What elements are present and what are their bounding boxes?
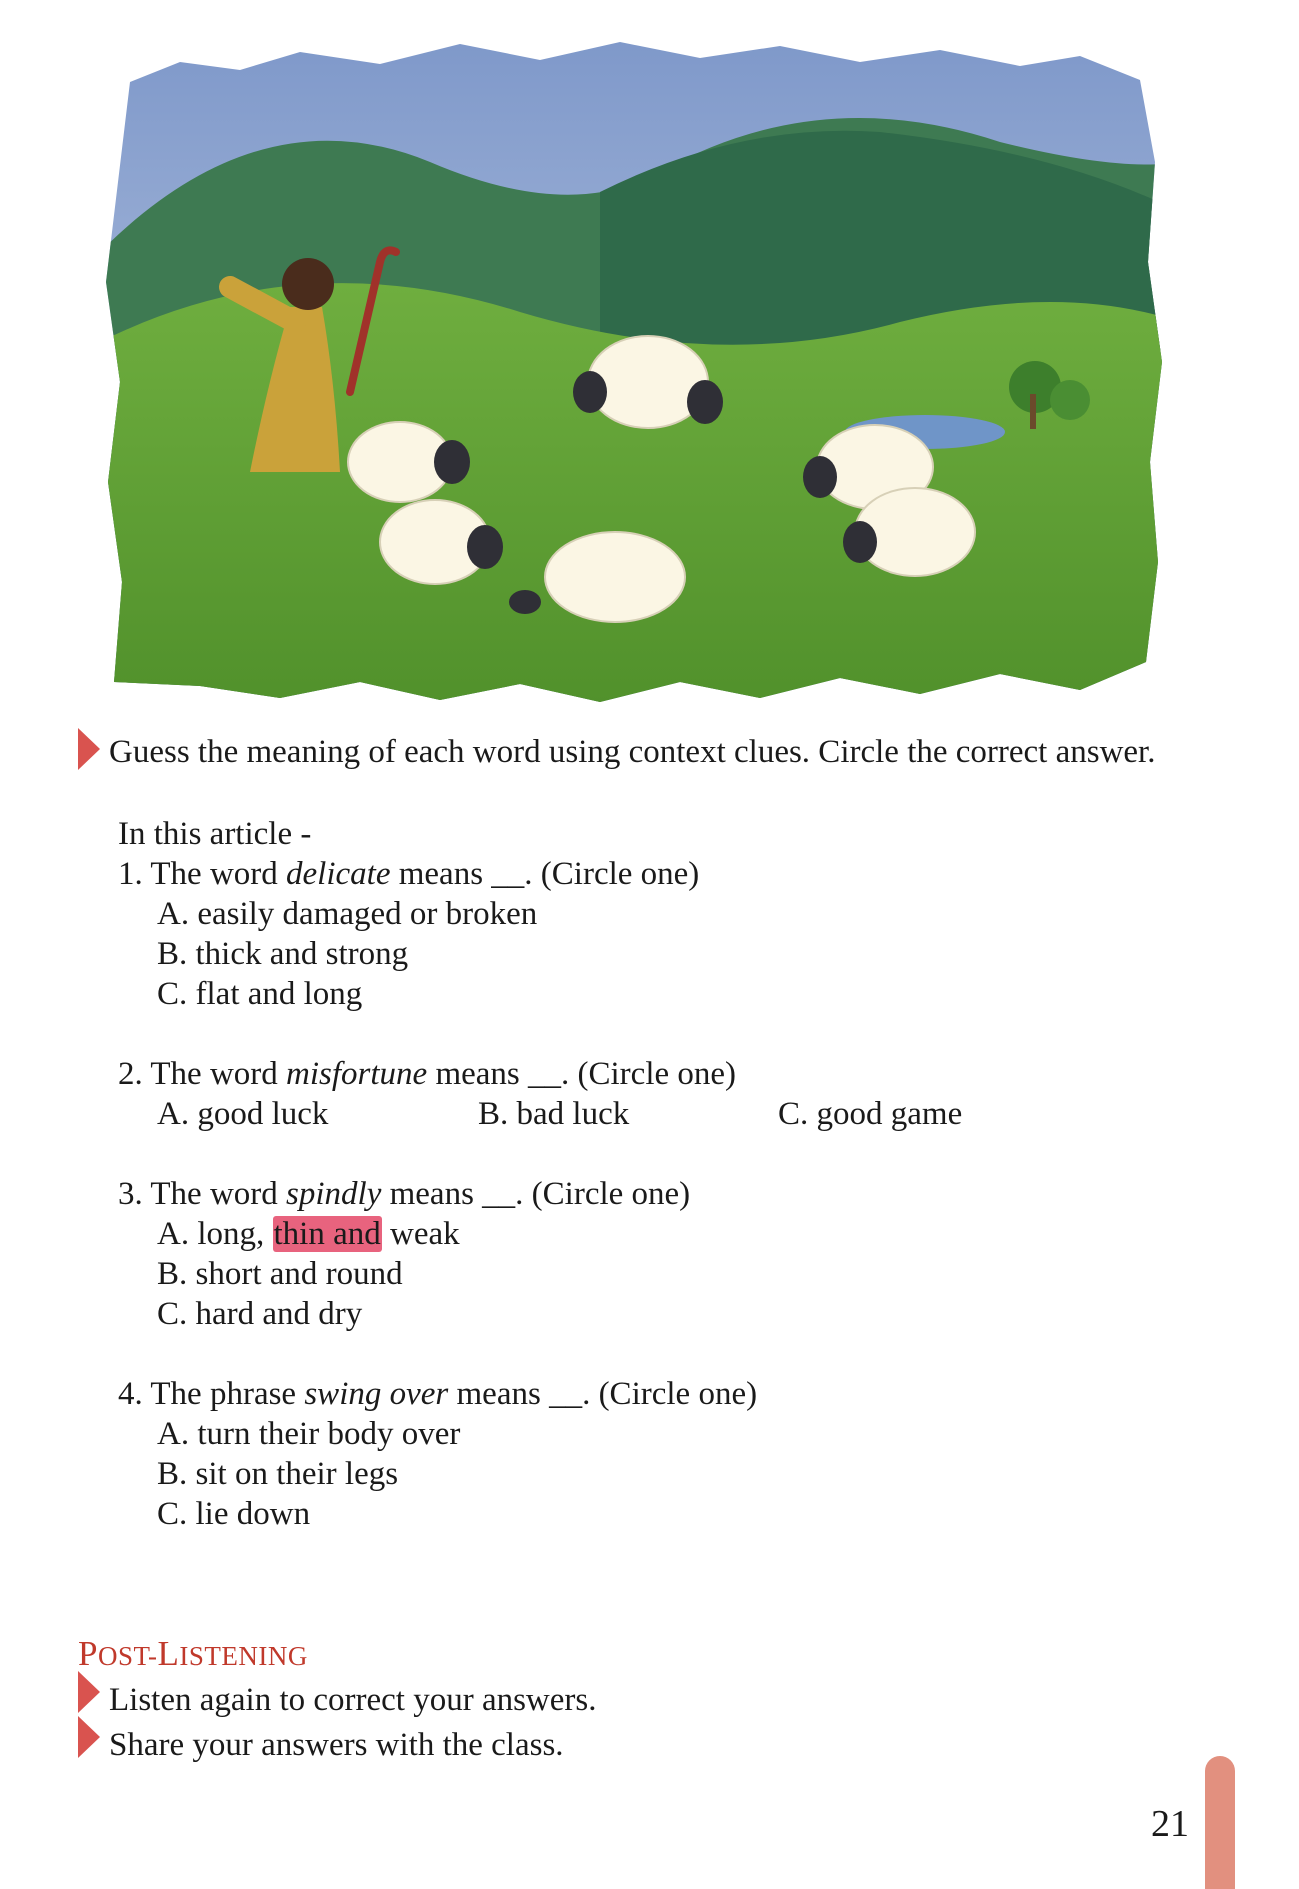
question-4-option-a[interactable]: A. turn their body over — [157, 1416, 461, 1452]
question-1-option-a[interactable]: A. easily damaged or broken — [157, 896, 538, 932]
post-listening-heading — [78, 1634, 308, 1674]
highlighted-text: thin and — [273, 1216, 381, 1252]
question-3-option-a-end: weak — [381, 1216, 460, 1252]
question-1-term: delicate — [286, 856, 391, 892]
question-2-prefix: 2. The word — [118, 1056, 287, 1092]
question-4 — [118, 1374, 757, 1414]
question-4-option-b[interactable]: B. sit on their legs — [157, 1456, 399, 1492]
post-item-2-arrow-icon — [78, 1716, 100, 1758]
heading-rest-istening: ISTENING — [179, 1641, 308, 1671]
question-1-suffix: means __. (Circle one) — [390, 856, 700, 892]
heading-cap-l: L — [157, 1634, 180, 1673]
shepherd-sheep-illustration — [100, 22, 1180, 732]
question-3 — [118, 1174, 690, 1214]
question-3-option-b[interactable]: B. short and round — [157, 1256, 403, 1292]
question-3-option-a-start: A. long, — [157, 1216, 273, 1252]
question-2-option-c[interactable]: C. good game — [778, 1096, 963, 1132]
heading-cap-p: P — [78, 1634, 98, 1673]
page-edge-tab — [1205, 1756, 1235, 1889]
question-2-option-b[interactable]: B. bad luck — [478, 1096, 630, 1132]
question-1 — [118, 854, 699, 894]
instruction-arrow-icon — [78, 728, 100, 770]
question-4-term: swing over — [304, 1376, 449, 1412]
question-2-option-a[interactable]: A. good luck — [157, 1096, 329, 1132]
question-1-prefix: 1. The word — [118, 856, 287, 892]
question-2-suffix: means __. (Circle one) — [427, 1056, 737, 1092]
post-item-2: Share your answers with the class. — [109, 1727, 564, 1763]
question-3-prefix: 3. The word — [118, 1176, 287, 1212]
post-item-1: Listen again to correct your answers. — [109, 1682, 597, 1718]
instruction-text: Guess the meaning of each word using context clues. Circle the correct answer. — [109, 734, 1156, 770]
question-4-prefix: 4. The phrase — [118, 1376, 305, 1412]
page-number: 21 — [1151, 1803, 1189, 1845]
intro-text: In this article - — [118, 816, 312, 852]
question-4-option-c[interactable]: C. lie down — [157, 1496, 311, 1532]
question-2-term: misfortune — [286, 1056, 428, 1092]
heading-rest-ost: OST- — [97, 1641, 158, 1671]
question-3-suffix: means __. (Circle one) — [381, 1176, 691, 1212]
question-3-term: spindly — [286, 1176, 382, 1212]
question-3-option-a[interactable] — [157, 1214, 460, 1254]
question-3-option-c[interactable]: C. hard and dry — [157, 1296, 363, 1332]
post-item-1-arrow-icon — [78, 1671, 100, 1713]
question-2 — [118, 1054, 736, 1094]
question-4-suffix: means __. (Circle one) — [448, 1376, 758, 1412]
question-1-option-b[interactable]: B. thick and strong — [157, 936, 409, 972]
question-1-option-c[interactable]: C. flat and long — [157, 976, 363, 1012]
